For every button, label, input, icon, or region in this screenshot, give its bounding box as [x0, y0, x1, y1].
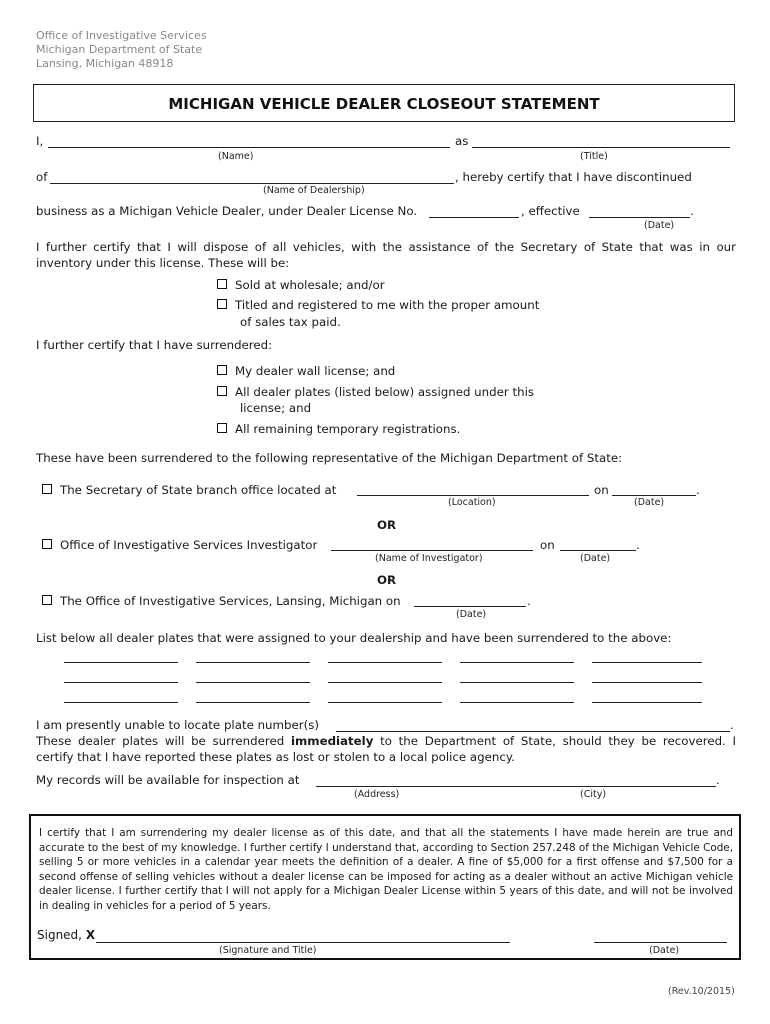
- rep-option-branch-on: on: [594, 483, 609, 497]
- plate-field[interactable]: [460, 662, 574, 663]
- plate-field[interactable]: [592, 682, 702, 683]
- para1-line2: inventory under this license. These will be:: [36, 256, 290, 270]
- name-label: (Name): [218, 151, 254, 162]
- location-label: (Location): [448, 497, 496, 508]
- checkbox-icon[interactable]: [42, 539, 52, 549]
- plate-field[interactable]: [64, 662, 178, 663]
- revision-label: (Rev.10/2015): [668, 986, 735, 997]
- investigator-label: (Name of Investigator): [375, 553, 483, 564]
- rep-option-lansing[interactable]: [42, 594, 401, 608]
- row1-prefix: I,: [36, 134, 44, 148]
- checkbox-icon[interactable]: [217, 299, 227, 309]
- checkbox-icon[interactable]: [217, 423, 227, 433]
- records-address-field[interactable]: [316, 786, 716, 787]
- plate-field[interactable]: [460, 702, 574, 703]
- item-wall-license[interactable]: [217, 364, 395, 378]
- item-dealer-plates[interactable]: [217, 385, 534, 399]
- branch-date-label: (Date): [634, 497, 665, 508]
- dealership-field[interactable]: [50, 183, 454, 184]
- para1-line1: I further certify that I will dispose of all vehicles, with the assistance of the Secretary of State that was in our: [36, 240, 736, 254]
- unable-line2: [36, 734, 736, 748]
- option-titled-label: Titled and registered to me with the proper amount: [235, 298, 540, 312]
- row3-effective: , effective: [521, 204, 580, 218]
- branch-location-field[interactable]: [357, 495, 589, 496]
- unable-line2c: to the Department of State, should they be recovered. I: [380, 734, 737, 748]
- title-field[interactable]: [472, 147, 730, 148]
- name-field[interactable]: [48, 147, 450, 148]
- row3-period: .: [690, 204, 694, 218]
- department-name: Michigan Department of State: [36, 43, 203, 56]
- plate-field[interactable]: [196, 682, 310, 683]
- unable-line3: certify that I have reported these plates as lost or stolen to a local police agency.: [36, 750, 515, 764]
- row2-prefix: of: [36, 170, 48, 184]
- plate-field[interactable]: [64, 702, 178, 703]
- investigator-date-field[interactable]: [560, 550, 636, 551]
- plates-intro: List below all dealer plates that were assigned to your dealership and have been surrendered to the above:: [36, 631, 672, 645]
- plate-field[interactable]: [196, 702, 310, 703]
- or-divider-2: OR: [377, 573, 397, 587]
- plate-field[interactable]: [196, 662, 310, 663]
- investigator-date-label: (Date): [580, 553, 611, 564]
- unable-period: .: [730, 718, 734, 732]
- plate-field[interactable]: [460, 682, 574, 683]
- item-temp-registrations-label: All remaining temporary registrations.: [235, 422, 461, 436]
- missing-plates-field[interactable]: [336, 731, 730, 732]
- branch-date-field[interactable]: [612, 495, 696, 496]
- rep-option-branch[interactable]: [42, 483, 336, 497]
- signature-date-field[interactable]: [594, 942, 727, 943]
- signature-date-label: (Date): [649, 945, 680, 956]
- city-label: (City): [580, 789, 607, 800]
- surrendered-intro: I further certify that I have surrendered:: [36, 338, 273, 352]
- office-address: Lansing, Michigan 48918: [36, 57, 174, 70]
- plate-field[interactable]: [328, 682, 442, 683]
- checkbox-icon[interactable]: [42, 484, 52, 494]
- lansing-period: .: [527, 594, 531, 608]
- office-name: Office of Investigative Services: [36, 29, 207, 42]
- unable-line2a: These dealer plates will be surrendered: [36, 734, 285, 748]
- signature-label: (Signature and Title): [219, 945, 317, 956]
- plate-field[interactable]: [592, 702, 702, 703]
- signature-x: X: [85, 928, 96, 942]
- signed-label: [37, 928, 95, 942]
- lansing-date-label: (Date): [456, 609, 487, 620]
- records-text: My records will be available for inspection at: [36, 773, 300, 787]
- rep-option-branch-label: The Secretary of State branch office located at: [60, 483, 337, 497]
- or-divider-1: OR: [377, 518, 397, 532]
- rep-option-investigator-on: on: [540, 538, 555, 552]
- row3-text: business as a Michigan Vehicle Dealer, under Dealer License No.: [36, 204, 418, 218]
- row1-as: as: [455, 134, 469, 148]
- lansing-date-field[interactable]: [414, 606, 526, 607]
- option-wholesale-label: Sold at wholesale; and/or: [235, 278, 385, 292]
- investigator-name-field[interactable]: [331, 550, 533, 551]
- dealership-label: (Name of Dealership): [263, 185, 365, 196]
- investigator-period: .: [636, 538, 640, 552]
- unable-immediately: immediately: [290, 734, 374, 748]
- checkbox-icon[interactable]: [217, 279, 227, 289]
- records-period: .: [716, 773, 720, 787]
- plate-field[interactable]: [328, 702, 442, 703]
- option-wholesale[interactable]: [217, 278, 385, 292]
- rep-option-lansing-label: The Office of Investigative Services, Lansing, Michigan on: [60, 594, 401, 608]
- form-title: MICHIGAN VEHICLE DEALER CLOSEOUT STATEMENT: [168, 95, 600, 113]
- branch-period: .: [696, 483, 700, 497]
- signed-text: Signed,: [37, 928, 82, 942]
- item-dealer-plates-label: All dealer plates (listed below) assigned under this: [235, 385, 535, 399]
- rep-intro: These have been surrendered to the following representative of the Michigan Department of State:: [36, 451, 623, 465]
- effective-date-label: (Date): [644, 220, 675, 231]
- checkbox-icon[interactable]: [217, 386, 227, 396]
- option-titled-cont: of sales tax paid.: [240, 315, 341, 329]
- title-label: (Title): [580, 151, 608, 162]
- checkbox-icon[interactable]: [42, 595, 52, 605]
- checkbox-icon[interactable]: [217, 365, 227, 375]
- option-titled[interactable]: [217, 298, 539, 312]
- address-label: (Address): [354, 789, 400, 800]
- item-temp-registrations[interactable]: [217, 422, 460, 436]
- plate-field[interactable]: [328, 662, 442, 663]
- certification-box: [29, 814, 741, 960]
- unable-line1: I am presently unable to locate plate number(s): [36, 718, 319, 732]
- row2-suffix: , hereby certify that I have discontinued: [455, 170, 692, 184]
- title-box: [33, 84, 735, 122]
- license-number-field[interactable]: [429, 217, 519, 218]
- certification-text: I certify that I am surrendering my dealer license as of this date, and that all the statements I have made herein are true and accurate to the best of my knowledge. I further certify I understand that, according to Section 257.248 of the Michigan Vehicle Code, selling 5 or more vehicles in a calendar year meets the definition of a dealer. A fine of $5,000 for a first offense and $7,500 for a second offense of selling vehicles without a dealer license can be imposed for acting as a dealer without an active Michigan vehicle dealer license. I further certify that I will not apply for a Michigan Dealer License within 5 years of this date, and will not be involved in dealing in vehicles for a period of 5 years.: [39, 827, 733, 912]
- rep-option-investigator-label: Office of Investigative Services Investigator: [60, 538, 318, 552]
- plate-field[interactable]: [592, 662, 702, 663]
- rep-option-investigator[interactable]: [42, 538, 317, 552]
- effective-date-field[interactable]: [589, 217, 690, 218]
- item-dealer-plates-cont: license; and: [240, 401, 312, 415]
- item-wall-license-label: My dealer wall license; and: [235, 364, 396, 378]
- plate-field[interactable]: [64, 682, 178, 683]
- signature-field[interactable]: [96, 942, 510, 943]
